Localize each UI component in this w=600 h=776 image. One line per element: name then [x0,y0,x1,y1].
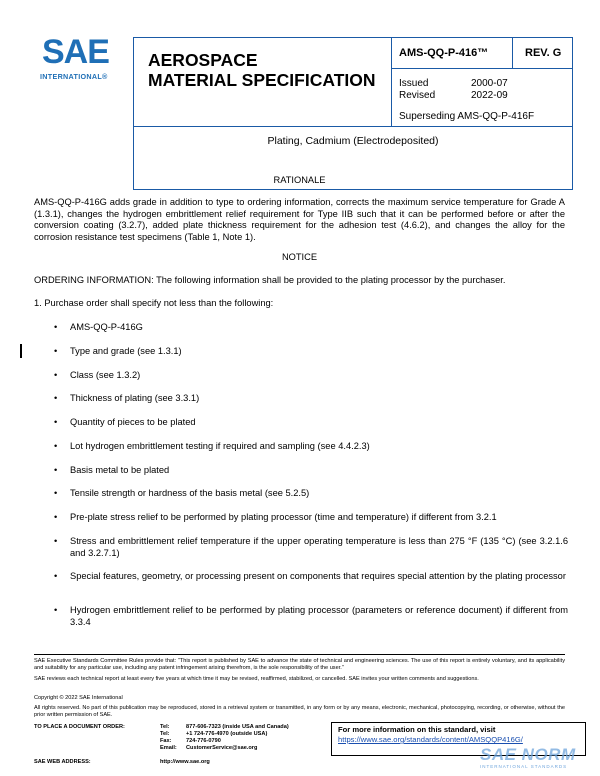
sae-logo [38,34,124,86]
revision: REV. G [513,38,572,69]
watermark-subtitle: INTERNATIONAL STANDARDS [480,764,568,769]
issued-value: 2000-07 [471,78,508,89]
logo-subtitle: INTERNATIONAL® [40,72,108,81]
change-bar [20,344,22,358]
title-line-1: AEROSPACE [148,50,258,70]
contact-label: Tel: [160,724,170,730]
spec-title [134,38,392,127]
list-item-text: Lot hydrogen embrittlement testing if required and sampling (see 4.4.2.3) [70,441,370,451]
list-item-text: Pre-plate stress relief to be performed by plating processor (time and temperature) if different from 3.2.1 [70,512,497,522]
bullet-icon: • [54,605,58,615]
bullet-icon: • [54,571,58,581]
list-item-text: Thickness of plating (see 3.3.1) [70,393,200,403]
bullet-icon: • [54,465,58,475]
order-label: TO PLACE A DOCUMENT ORDER: [34,724,125,730]
list-item-text: Special features, geometry, or processing present on components that requires special attention by the plating processor [70,571,566,581]
bullet-icon: • [54,536,58,546]
doc-number: AMS-QQ-P-416™ [392,38,513,69]
footer-rights: All rights reserved. No part of this publication may be reproduced, stored in a retrieval system or transmitted, in any form or by any means, electronic, mechanical, photocopying, recording, or otherwise, without the prior written permission of SAE. [34,705,565,718]
list-item-text: Class (see 1.3.2) [70,370,141,380]
bullet-icon: • [54,417,58,427]
list-item-text: Quantity of pieces to be plated [70,417,196,427]
footer-copyright: Copyright © 2022 SAE International [34,695,123,701]
item-1: 1. Purchase order shall specify not less than the following: [34,298,274,308]
bullet-icon: • [54,322,58,332]
more-info-link[interactable]: https://www.sae.org/standards/content/AMSQQP416G/ [338,735,523,744]
list-item-text: AMS-QQ-P-416G [70,322,143,332]
watermark: SAE NORM [480,745,576,764]
issued-row [399,78,508,90]
contact-label: Tel: [160,731,170,737]
bullet-icon: • [54,512,58,522]
superseding: Superseding AMS-QQ-P-416F [399,111,535,122]
notice-text: ORDERING INFORMATION: The following information shall be provided to the plating processor by the purchaser. [34,275,506,285]
bullet-icon: • [54,441,58,451]
revised-label: Revised [399,90,436,101]
revised-value: 2022-09 [471,90,508,101]
contact-value: +1 724-776-4970 (outside USA) [186,731,268,737]
revised-row [399,90,508,102]
bullet-icon: • [54,488,58,498]
web-address[interactable]: http://www.sae.org [160,759,210,765]
list-item-text: Hydrogen embrittlement relief to be performed by plating processor (parameters or reference document) if different from 3.3.4 [70,605,568,627]
bullet-icon: • [54,370,58,380]
rationale-text: AMS-QQ-P-416G adds grade in addition to type to ordering information, corrects the maximum service temperature for Grade A (1.3.1), changes the hydrogen embrittlement relief requirement for Type IIB such that it can be performed before or after the conversion coating (3.2.7), added plate thickness requirement for the adhesion test (4.6.2), and changes the alloy for the corrosion resistance test specimens (Table 1, Note 1). [34,197,565,242]
contact-label: Fax: [160,738,172,744]
title-line-2: MATERIAL SPECIFICATION [148,70,376,90]
more-info-title: For more information on this standard, visit [338,725,496,734]
contact-value: 877-606-7323 (inside USA and Canada) [186,724,289,730]
list-item-text: Stress and embrittlement relief temperature if the upper operating temperature is less than 275 °F (135 °C) (see 3.2.1.6 and 3.2.7.1) [70,536,568,558]
bullet-icon: • [54,346,58,356]
list-item-text: Tensile strength or hardness of the basis metal (see 5.2.5) [70,488,310,498]
contact-email[interactable]: CustomerService@sae.org [186,745,258,751]
web-label: SAE WEB ADDRESS: [34,759,91,765]
bullet-icon: • [54,393,58,403]
footer-disclaimer: SAE Executive Standards Committee Rules provide that: “This report is published by SAE to advance the state of technical and engineering sciences. The use of this report is entirely voluntary, and its applicability and suitability for any particular use, including any patent infringement arising therefrom, is the sole responsibility of the user.” [34,658,565,671]
issued-label: Issued [399,78,429,89]
dates-block [392,69,572,127]
footer-divider [34,654,565,655]
list-item-text: Type and grade (see 1.3.1) [70,346,182,356]
logo-text: SAE [42,33,109,71]
contact-value: 724-776-0790 [186,738,221,744]
notice-heading: NOTICE [281,252,318,262]
rationale-heading: RATIONALE [273,175,326,185]
subject: Plating, Cadmium (Electrodeposited) [267,135,439,147]
contact-label: Email: [160,745,177,751]
list-item-text: Basis metal to be plated [70,465,170,475]
spec-header [133,37,573,190]
footer-review: SAE reviews each technical report at least every five years at which time it may be revised, reaffirmed, stabilized, or cancelled. SAE invites your written comments and suggestions. [34,676,479,682]
